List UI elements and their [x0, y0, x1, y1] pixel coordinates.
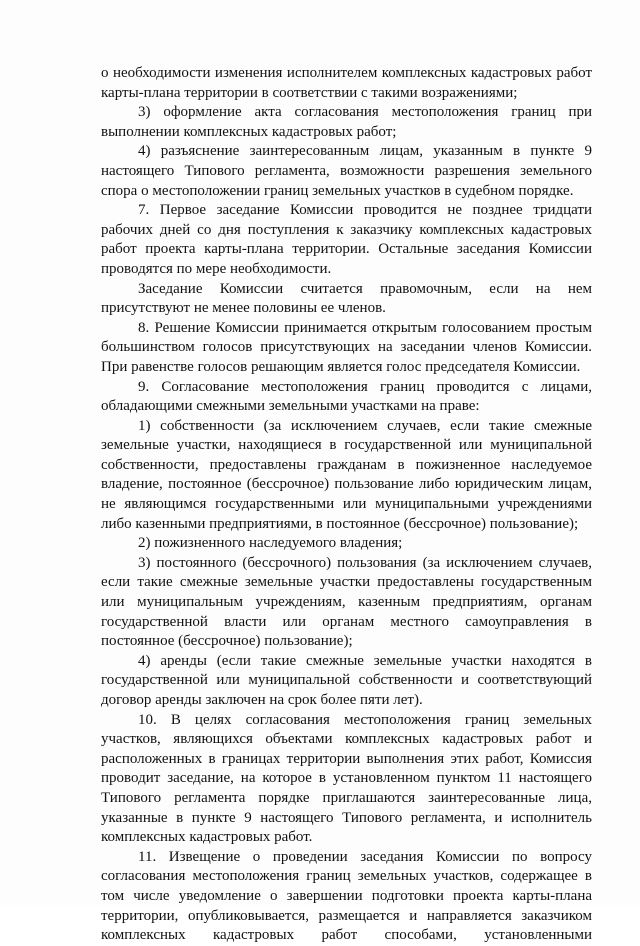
paragraph-clause-7: 7. Первое заседание Комиссии проводится не позднее тридцати рабочих дней со дня поступления к заказчику комплексных кадастровых работ проекта карты-плана территории. Остальные заседания Комиссии проводятся по мере необходимости.: [101, 202, 592, 277]
paragraph-item-3: 3) оформление акта согласования местоположения границ при выполнении комплексных кадастровых работ;: [101, 104, 592, 140]
paragraph-clause-9: 9. Согласование местоположения границ проводится с лицами, обладающими смежными земельными участками на праве:: [101, 378, 592, 415]
paragraph-item-4: 4) разъяснение заинтересованным лицам, указанным в пункте 9 настоящего Типового регламента, возможности разрешения земельного спора о местоположении границ земельных участков в судебном порядке.: [101, 143, 592, 199]
paragraph-right-4: 4) аренды (если такие смежные земельные участки находятся в государственной или муниципальной собственности и соответствующий договор аренды заключен на срок более пяти лет).: [101, 652, 592, 708]
paragraph-right-1: 1) собственности (за исключением случаев, если такие смежные земельные участки, находящиеся в государственной или муниципальной собственности, предоставлены гражданам в пожизненное наследуемое владение, постоянное (бессрочное) пользование либо юридическим лицам, не являющимся государственными или муниципальными учреждениями либо казенными предприятиями, в постоянное (бессрочное) пользование);: [101, 417, 592, 532]
paragraph-quorum: Заседание Комиссии считается правомочным, если на нем присутствуют не менее половины ее членов.: [101, 280, 592, 317]
paragraph-right-3: 3) постоянного (бессрочного) пользования (за исключением случаев, если такие смежные земельные участки предоставлены государственным или муниципальным учреждениям, казенным предприятиям, органам государственной власти или органам местного самоуправления в постоянное (бессрочное) пользование);: [101, 554, 592, 650]
paragraph-clause-8: 8. Решение Комиссии принимается открытым голосованием простым большинством голосов присутствующих на заседании членов Комиссии. При равенстве голосов решающим является голос председателя Комиссии.: [101, 319, 592, 375]
paragraph-clause-11: 11. Извещение о проведении заседания Комиссии по вопросу согласования местоположения границ земельных участков, содержащее в том числе уведомление о завершении подготовки проекта карты-плана территории, опубликовывается, размещается и направляется заказчиком комплексных кадастровых работ способами, установленными: [101, 848, 592, 944]
paragraph-continuation: о необходимости изменения исполнителем комплексных кадастровых работ карты-плана территории в соответствии с такими возражениями;: [101, 65, 592, 101]
document-body: [101, 64, 592, 946]
paragraph-clause-10: 10. В целях согласования местоположения границ земельных участков, являющихся объектами комплексных кадастровых работ и расположенных в границах территории выполнения этих работ, Комиссия проводит заседание, на которое в установленном пунктом 11 настоящего Типового регламента порядке приглашаются заинтересованные лица, указанные в пункте 9 настоящего Типового регламента, и исполнитель комплексных кадастровых работ.: [101, 711, 592, 846]
paragraph-right-2: 2) пожизненного наследуемого владения;: [138, 535, 403, 552]
